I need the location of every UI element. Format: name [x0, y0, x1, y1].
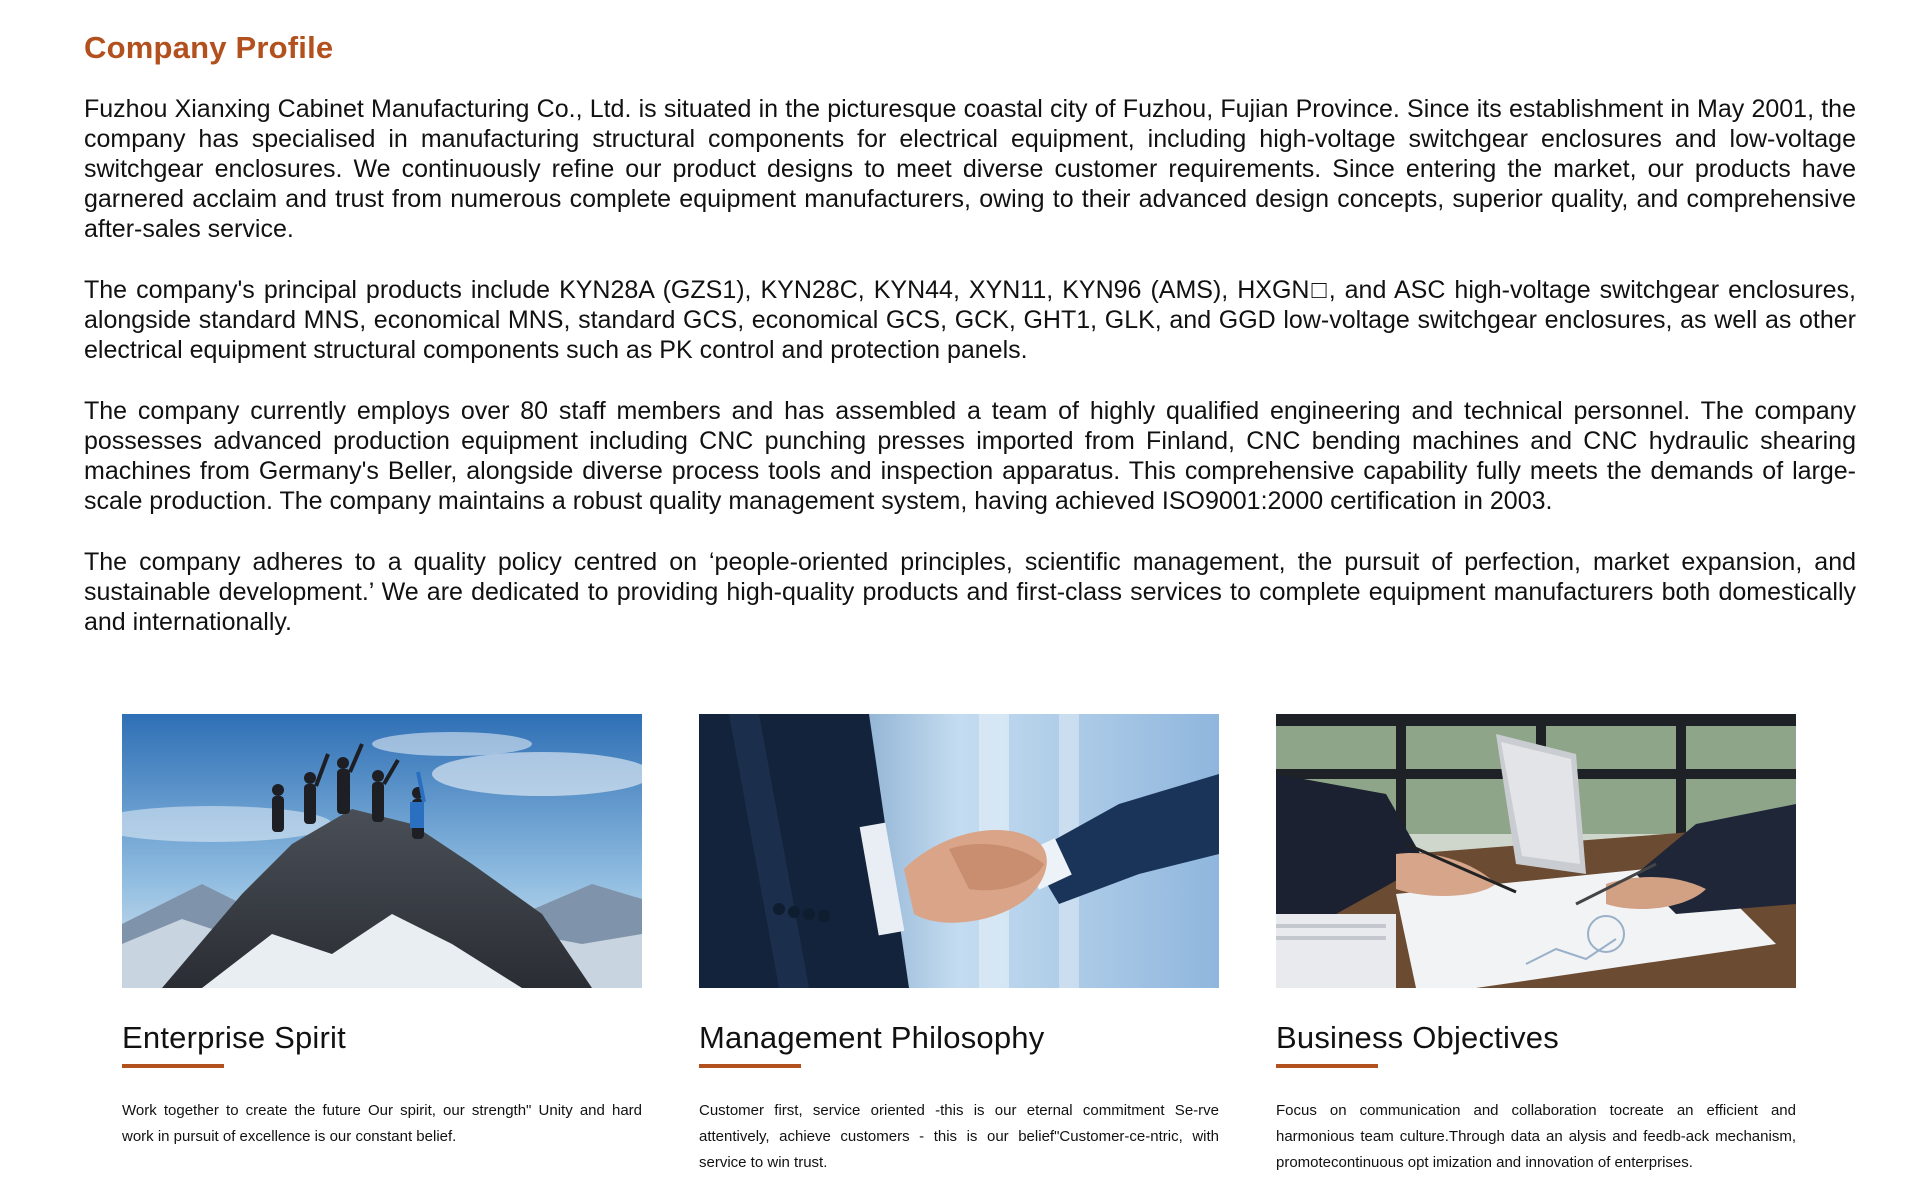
profile-paragraph-3: The company currently employs over 80 staff members and has assembled a team of highly qualified engineering and technical personnel. The company possesses advanced production equipment including CNC punching presses imported from Finland, CNC bending machines and CNC hydraulic shearing machines from Germany's Beller, alongside diverse process tools and inspection apparatus. This comprehensive capability fully meets the demands of large-scale production. The company maintains a robust quality management system, having achieved ISO9001:2000 certification in 2003. — [84, 397, 1856, 515]
profile-paragraph-1: Fuzhou Xianxing Cabinet Manufacturing Co., Ltd. is situated in the picturesque coastal city of Fuzhou, Fujian Province. Since its establishment in May 2001, the company has specialised in manufacturing structural components for electrical equipment, including high-voltage switchgear enclosures and low-voltage switchgear enclosures. We continuously refine our product designs to meet diverse customer requirements. Since entering the market, our products have garnered acclaim and trust from numerous complete equipment manufacturers, owing to their advanced design concepts, superior quality, and comprehensive after-sales service. — [84, 95, 1856, 243]
company-profile-section — [84, 30, 1856, 668]
page-title: Company Profile — [84, 30, 334, 65]
title-underline — [122, 1064, 224, 1068]
card-management-philosophy — [699, 714, 1219, 1176]
profile-paragraph-4: The company adheres to a quality policy centred on ‘people-oriented principles, scientific management, the pursuit of perfection, market expansion, and sustainable development.’ We are dedicated to providing high-quality products and first-class services to complete equipment manufacturers both domestically and internationally. — [84, 548, 1856, 636]
title-underline — [1276, 1064, 1378, 1068]
card-title: Business Objectives — [1276, 1020, 1559, 1055]
business-meeting-photo — [1276, 714, 1796, 988]
card-title: Management Philosophy — [699, 1020, 1045, 1055]
mountain-summit-photo — [122, 714, 642, 988]
card-title: Enterprise Spirit — [122, 1020, 346, 1055]
card-enterprise-spirit — [122, 714, 642, 1150]
card-description: Work together to create the future Our spirit, our strength" Unity and hard work in pursuit of excellence is our constant belief. — [122, 1102, 642, 1145]
handshake-photo — [699, 714, 1219, 988]
values-cards — [0, 714, 1920, 1200]
title-underline — [699, 1064, 801, 1068]
card-description: Customer first, service oriented -this is our eternal commitment Se-rve attentively, achieve customers - this is our belief"Customer-ce-ntric, with service to win trust. — [699, 1102, 1219, 1171]
card-business-objectives — [1276, 714, 1796, 1176]
card-description: Focus on communication and collaboration tocreate an efficient and harmonious team culture.Through data an alysis and feedb-ack mechanism, promotecontinuous opt imization and innovation of enterprises. — [1276, 1102, 1796, 1171]
profile-paragraph-2: The company's principal products include KYN28A (GZS1), KYN28C, KYN44, XYN11, KYN96 (AMS), HXGN□, and ASC high-voltage switchgear enclosures, alongside standard MNS, economical MNS, standard GCS, economical GCS, GCK, GHT1, GLK, and GGD low-voltage switchgear enclosures, as well as other electrical equipment structural components such as PK control and protection panels. — [84, 276, 1856, 364]
